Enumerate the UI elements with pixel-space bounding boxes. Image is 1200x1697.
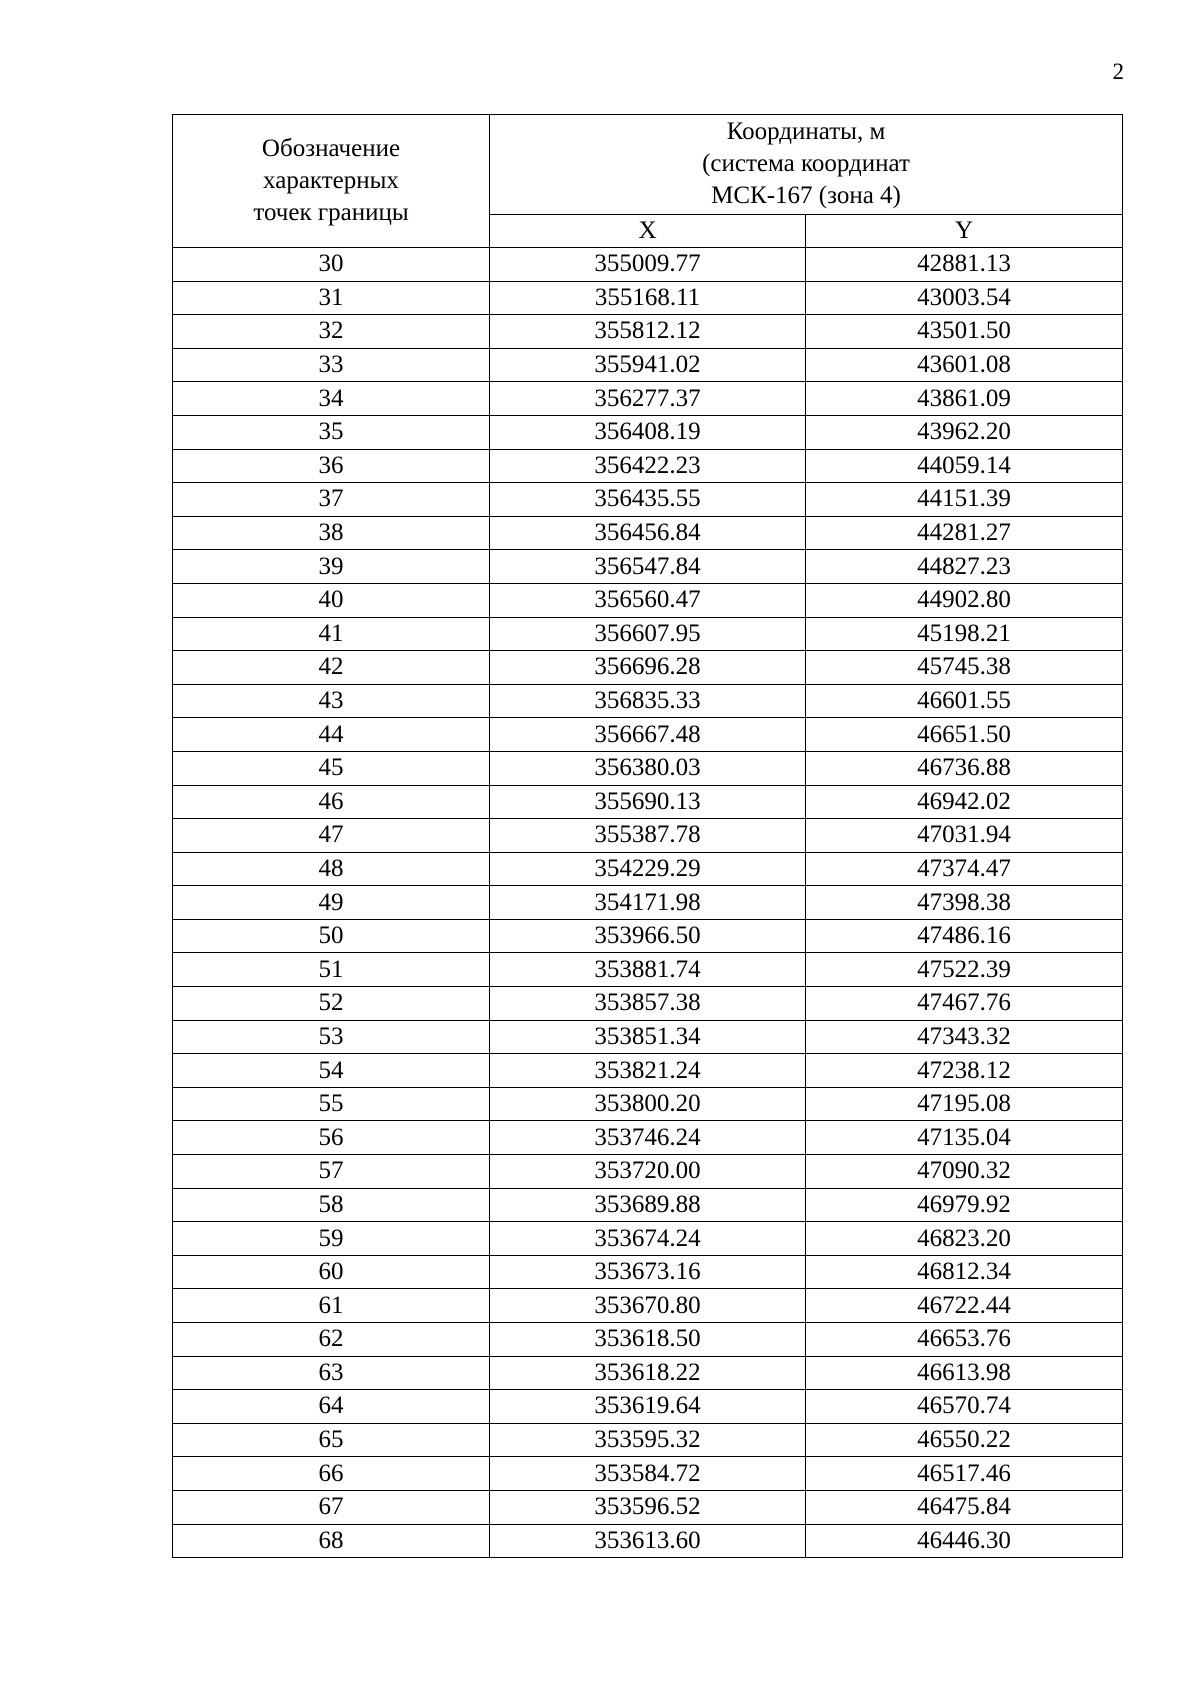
table-row	[173, 718, 1123, 752]
table-row	[173, 987, 1123, 1021]
cell-x: 355009.77	[490, 248, 806, 282]
cell-y: 46942.02	[806, 785, 1123, 819]
cell-x: 353966.50	[490, 919, 806, 953]
cell-y: 47374.47	[806, 852, 1123, 886]
cell-point: 30	[173, 248, 490, 282]
table-row	[173, 1323, 1123, 1357]
cell-point: 41	[173, 617, 490, 651]
cell-y: 47090.32	[806, 1155, 1123, 1189]
cell-point: 34	[173, 382, 490, 416]
cell-x: 354229.29	[490, 852, 806, 886]
table-row	[173, 315, 1123, 349]
table-row	[173, 1423, 1123, 1457]
cell-x: 356607.95	[490, 617, 806, 651]
cell-point: 52	[173, 987, 490, 1021]
cell-y: 43601.08	[806, 348, 1123, 382]
table-row	[173, 751, 1123, 785]
table-row	[173, 651, 1123, 685]
cell-x: 353674.24	[490, 1222, 806, 1256]
cell-x: 353857.38	[490, 987, 806, 1021]
cell-y: 46651.50	[806, 718, 1123, 752]
cell-y: 46613.98	[806, 1356, 1123, 1390]
cell-y: 47195.08	[806, 1087, 1123, 1121]
cell-y: 47467.76	[806, 987, 1123, 1021]
cell-y: 45198.21	[806, 617, 1123, 651]
cell-y: 42881.13	[806, 248, 1123, 282]
cell-point: 53	[173, 1020, 490, 1054]
cell-y: 47522.39	[806, 953, 1123, 987]
table-row	[173, 449, 1123, 483]
cell-x: 355941.02	[490, 348, 806, 382]
table-row	[173, 483, 1123, 517]
cell-point: 68	[173, 1524, 490, 1558]
cell-y: 45745.38	[806, 651, 1123, 685]
cell-x: 353689.88	[490, 1188, 806, 1222]
cell-y: 46446.30	[806, 1524, 1123, 1558]
table-row	[173, 1188, 1123, 1222]
cell-x: 356560.47	[490, 583, 806, 617]
cell-point: 35	[173, 415, 490, 449]
cell-point: 49	[173, 886, 490, 920]
cell-y: 47238.12	[806, 1054, 1123, 1088]
cell-point: 32	[173, 315, 490, 349]
cell-y: 43861.09	[806, 382, 1123, 416]
cell-point: 48	[173, 852, 490, 886]
cell-x: 353670.80	[490, 1289, 806, 1323]
table-row	[173, 684, 1123, 718]
cell-x: 356547.84	[490, 550, 806, 584]
table-row	[173, 248, 1123, 282]
table-row	[173, 281, 1123, 315]
cell-x: 356696.28	[490, 651, 806, 685]
cell-point: 54	[173, 1054, 490, 1088]
cell-x: 356422.23	[490, 449, 806, 483]
table-row	[173, 617, 1123, 651]
cell-point: 64	[173, 1390, 490, 1424]
cell-point: 65	[173, 1423, 490, 1457]
cell-y: 46475.84	[806, 1490, 1123, 1524]
cell-x: 356835.33	[490, 684, 806, 718]
table-row	[173, 382, 1123, 416]
cell-point: 61	[173, 1289, 490, 1323]
cell-point: 40	[173, 583, 490, 617]
cell-point: 31	[173, 281, 490, 315]
cell-y: 43501.50	[806, 315, 1123, 349]
cell-point: 45	[173, 751, 490, 785]
table-row	[173, 1121, 1123, 1155]
cell-y: 47135.04	[806, 1121, 1123, 1155]
coordinates-table	[172, 114, 1123, 1558]
header-coordinates-line-1: Координаты, м	[726, 118, 886, 146]
header-coordinates-line-3: МСК-167 (зона 4)	[711, 182, 901, 210]
cell-point: 44	[173, 718, 490, 752]
cell-point: 59	[173, 1222, 490, 1256]
cell-x: 356277.37	[490, 382, 806, 416]
cell-point: 36	[173, 449, 490, 483]
cell-point: 47	[173, 819, 490, 853]
cell-x: 355690.13	[490, 785, 806, 819]
table-row	[173, 785, 1123, 819]
cell-y: 46812.34	[806, 1255, 1123, 1289]
cell-point: 39	[173, 550, 490, 584]
cell-y: 47031.94	[806, 819, 1123, 853]
cell-x: 354171.98	[490, 886, 806, 920]
cell-point: 38	[173, 516, 490, 550]
cell-x: 353851.34	[490, 1020, 806, 1054]
cell-y: 47398.38	[806, 886, 1123, 920]
cell-y: 43003.54	[806, 281, 1123, 315]
table-row	[173, 886, 1123, 920]
header-designation-line-3: точек границы	[253, 199, 409, 226]
cell-x: 353746.24	[490, 1121, 806, 1155]
table-row	[173, 1390, 1123, 1424]
table-row	[173, 1255, 1123, 1289]
cell-x: 356435.55	[490, 483, 806, 517]
cell-point: 51	[173, 953, 490, 987]
cell-y: 46722.44	[806, 1289, 1123, 1323]
header-designation-line-1: Обозначение	[261, 135, 401, 162]
cell-point: 56	[173, 1121, 490, 1155]
cell-y: 43962.20	[806, 415, 1123, 449]
cell-y: 46979.92	[806, 1188, 1123, 1222]
cell-y: 47343.32	[806, 1020, 1123, 1054]
cell-point: 63	[173, 1356, 490, 1390]
cell-y: 44281.27	[806, 516, 1123, 550]
table-row	[173, 1087, 1123, 1121]
cell-y: 44902.80	[806, 583, 1123, 617]
cell-x: 353800.20	[490, 1087, 806, 1121]
cell-y: 46550.22	[806, 1423, 1123, 1457]
cell-point: 58	[173, 1188, 490, 1222]
cell-point: 37	[173, 483, 490, 517]
cell-x: 353619.64	[490, 1390, 806, 1424]
table-row	[173, 516, 1123, 550]
cell-x: 353821.24	[490, 1054, 806, 1088]
cell-x: 356380.03	[490, 751, 806, 785]
table-row	[173, 953, 1123, 987]
table-row	[173, 1524, 1123, 1558]
table-body	[173, 248, 1123, 1558]
table-row	[173, 1054, 1123, 1088]
table-row	[173, 819, 1123, 853]
cell-point: 43	[173, 684, 490, 718]
cell-y: 46736.88	[806, 751, 1123, 785]
cell-x: 355812.12	[490, 315, 806, 349]
table-row	[173, 852, 1123, 886]
table-row	[173, 550, 1123, 584]
table-row	[173, 583, 1123, 617]
cell-y: 44059.14	[806, 449, 1123, 483]
cell-point: 66	[173, 1457, 490, 1491]
cell-y: 44151.39	[806, 483, 1123, 517]
header-col-y: Y	[806, 214, 1123, 247]
cell-point: 60	[173, 1255, 490, 1289]
cell-x: 353881.74	[490, 953, 806, 987]
table-row	[173, 1222, 1123, 1256]
cell-y: 46570.74	[806, 1390, 1123, 1424]
cell-x: 353618.22	[490, 1356, 806, 1390]
table-row	[173, 415, 1123, 449]
table-row	[173, 1356, 1123, 1390]
cell-x: 353595.32	[490, 1423, 806, 1457]
cell-point: 57	[173, 1155, 490, 1189]
cell-y: 46517.46	[806, 1457, 1123, 1491]
table-row	[173, 919, 1123, 953]
table-row	[173, 1020, 1123, 1054]
cell-x: 356456.84	[490, 516, 806, 550]
cell-point: 67	[173, 1490, 490, 1524]
cell-x: 353673.16	[490, 1255, 806, 1289]
cell-x: 353613.60	[490, 1524, 806, 1558]
table-row	[173, 1155, 1123, 1189]
cell-point: 50	[173, 919, 490, 953]
table-row	[173, 1490, 1123, 1524]
table-row	[173, 1457, 1123, 1491]
cell-y: 46601.55	[806, 684, 1123, 718]
cell-point: 46	[173, 785, 490, 819]
cell-y: 44827.23	[806, 550, 1123, 584]
cell-point: 33	[173, 348, 490, 382]
cell-point: 62	[173, 1323, 490, 1357]
cell-point: 42	[173, 651, 490, 685]
cell-x: 355168.11	[490, 281, 806, 315]
cell-y: 46823.20	[806, 1222, 1123, 1256]
header-coordinates	[490, 115, 1123, 215]
cell-x: 353720.00	[490, 1155, 806, 1189]
cell-y: 47486.16	[806, 919, 1123, 953]
cell-x: 356667.48	[490, 718, 806, 752]
cell-x: 353584.72	[490, 1457, 806, 1491]
page-number: 2	[1112, 59, 1124, 84]
cell-point: 55	[173, 1087, 490, 1121]
cell-x: 355387.78	[490, 819, 806, 853]
header-col-x: X	[490, 214, 806, 247]
header-designation-line-2: характерных	[263, 167, 399, 194]
cell-x: 353618.50	[490, 1323, 806, 1357]
table-header	[173, 115, 1123, 248]
header-coordinates-line-2: (система координат	[702, 150, 910, 178]
cell-y: 46653.76	[806, 1323, 1123, 1357]
cell-x: 353596.52	[490, 1490, 806, 1524]
cell-x: 356408.19	[490, 415, 806, 449]
table-row	[173, 1289, 1123, 1323]
table-row	[173, 348, 1123, 382]
header-designation	[173, 115, 490, 248]
